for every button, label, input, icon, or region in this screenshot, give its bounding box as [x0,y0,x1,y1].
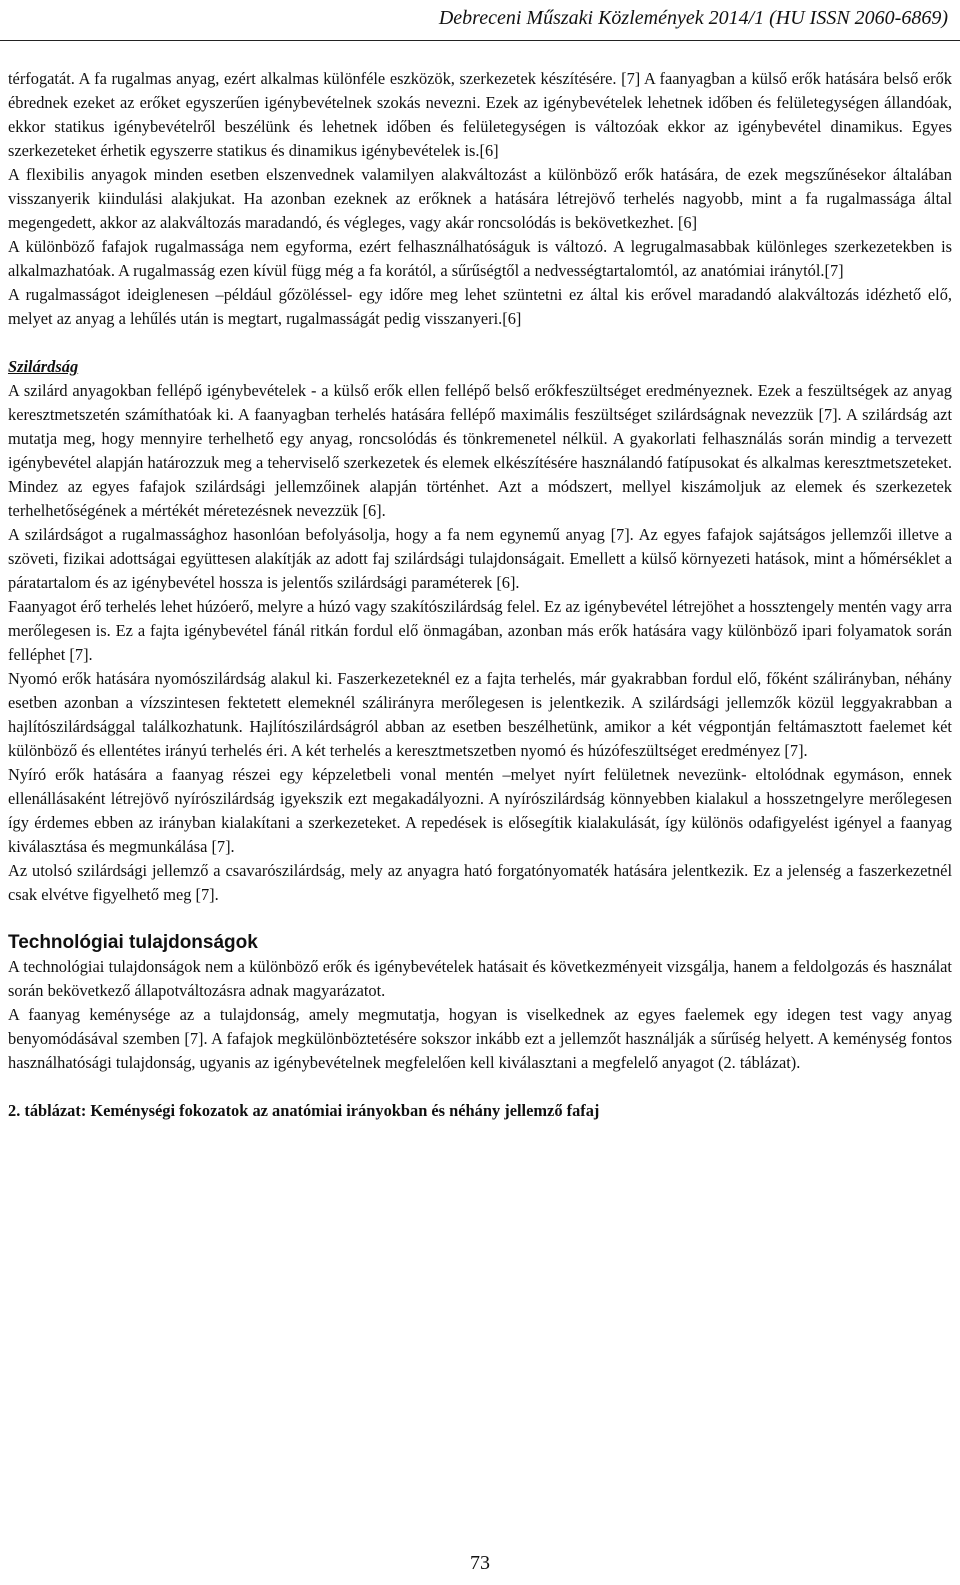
body-paragraph: Nyíró erők hatására a faanyag részei egy képzeletbeli vonal mentén –melyet nyírt felületnek nevezünk- eltolódnak egymáson, ennek ellenállásaként létrejövő nyírószilárdság igyekszik ezt megakadályozni. A nyírószilárdság könnyebben kialakul a hosszetngelyre merőlegesen így érdemes ebben az irányban kialakítani a szerkezeteket. A repedések is elősegítik kialakulását, így különös odafigyelést igényel a faanyag kiválasztása és megmunkálása [7]. [8,765,952,856]
body-paragraph: térfogatát. A fa rugalmas anyag, ezért alkalmas különféle eszközök, szerkezetek készítésére. [7] A faanyagban a külső erők hatására belső erők ébrednek ezeket az erőket egyszerűen igénybevételnek szokás nevezni. Ezek az igénybevételek lehetnek időben és felületegységen állandóak, ekkor statikus igénybevételről beszélünk és lehetnek időben és felületegységen is változóak ekkor az igénybevétel dinamikus. Egyes szerkezeteket érhetik egyszerre statikus és dinamikus igénybevételek is.[6] [8,69,952,160]
spacer [8,907,952,931]
spacer [8,331,952,355]
body-paragraph: Faanyagot érő terhelés lehet húzóerő, melyre a húzó vagy szakítószilárdság felel. Ez az igénybevétel létrejöhet a hossztengely mentén vagy arra merőlegesen is. Ez a fajta igénybevétel fánál ritkán fordul elő önmagában, azonban más erők hatására vagy különböző ipari folyamatok során felléphet [7]. [8,597,952,664]
body-paragraph: A rugalmasságot ideiglenesen –például gőzöléssel- egy időre meg lehet szüntetni ez által kis erővel maradandó alakváltozás idézhető elő, melyet az anyag a lehűlés után is megtart, rugalmasságát pedig visszanyeri.[6] [8,285,952,328]
page-body [0,41,960,1123]
body-paragraph: A szilárdságot a rugalmassághoz hasonlóan befolyásolja, hogy a fa nem egynemű anyag [7]. Az egyes fafajok sajátságos jellemzői illetve a szöveti, fizikai adottságai együttesen alakítják az adott faj szilárdsági tulajdonságait. Emellett a külső környezeti hatások, mint a hőmérséklet a páratartalom és az igénybevétel hossza is jelentős szilárdsági paraméterek [6]. [8,525,952,592]
spacer [8,1075,952,1099]
body-paragraph: A különböző fafajok rugalmassága nem egyforma, ezért felhasználhatóságuk is változó. A legrugalmasabbak különleges szerkezetekben is alkalmazhatóak. A rugalmasság ezen kívül függ még a fa korától, a sűrűségtől a nedvességtartalomtól, az anatómiai iránytól.[7] [8,237,952,280]
table-caption: 2. táblázat: Keménységi fokozatok az anatómiai irányokban és néhány jellemző fafaj [8,1101,600,1120]
body-paragraph: A szilárd anyagokban fellépő igénybevételek - a külső erők ellen fellépő belső erőkfeszültséget eredményeznek. Ezek a feszültségek az anyag keresztmetszetén számíthatóak ki. A faanyagban terhelés hatására fellépő maximális feszültséget szilárdságnak nevezzük [7]. A szilárdság azt mutatja meg, hogy mennyire terhelhető egy anyag, roncsolódás és tönkremenetel nélkül. A gyakorlati felhasználás során mindig a tervezett igénybevétel alapján határozzuk meg a teherviselő szerkezetek és elemek elkészítésére használandó fatípusokat és alkalmas keresztmetszeteket. Mindez az egyes fafajok szilárdsági jellemzőinek alapján történhet. Azt a módszert, mellyel kiszámoljuk az elemek és szerkezetek terhelhetőségének a mértékét méretezésnek nevezzük [6]. [8,381,952,520]
journal-header: Debreceni Műszaki Közlemények 2014/1 (HU ISSN 2060-6869) [438,7,948,29]
section-heading-technology: Technológiai tulajdonságok [8,932,258,953]
body-paragraph: Nyomó erők hatására nyomószilárdság alakul ki. Faszerkezeteknél ez a fajta terhelés, már gyakrabban fordul elő, főként szálirányban, néhány esetben azonban a vízszintesen fektetett elemeknél szálirányra merőlegesen is jelentkezik. A szilárdsági jellemzők közül leggyakrabban a hajlítószilárdsággal találkozhatunk. Hajlítószilárdságról abban az esetben beszélhetünk, amikor a két végpontján feltámasztott faelemet két különböző és ellentétes irányú terhelés éri. A két terhelés a keresztmetszetben nyomó és húzófeszültséget eredményez [7]. [8,669,952,760]
body-paragraph: Az utolsó szilárdsági jellemző a csavarószilárdság, mely az anyagra ható forgatónyomaték hatására jelentkezik. Ez a jelenség a faszerkezetnél csak elvétve figyelhető meg [7]. [8,861,952,904]
body-paragraph: A faanyag keménysége az a tulajdonság, amely megmutatja, hogyan is viselkednek az egyes faelemek egy idegen test vagy anyag benyomódásával szemben [7]. A fafajok megkülönböztetésére sokszor inkább ezt a jellemzőt használják a sűrűség helyett. A keménység fontos használhatósági tulajdonság, ugyanis az igénybevételnek megfelelően kell kiválasztani a megfelelő anyagot (2. táblázat). [8,1005,952,1072]
body-paragraph: A technológiai tulajdonságok nem a különböző erők és igénybevételek hatásait és következményeit vizsgálja, hanem a feldolgozás és használat során bekövetkező állapotváltozásra adnak magyarázatot. [8,957,952,1000]
page-number: 73 [470,1552,490,1574]
body-paragraph: A flexibilis anyagok minden esetben elszenvednek valamilyen alakváltozást a különböző erők hatására, de ezek megszűnésekor általában visszanyerik kiindulási alakjukat. Ha azonban ezeknek az erőknek a hatására létrejövő terhelés nagyobb, mint a fa rugalmassága által megengedett, akkor az alakváltozás maradandó, és végleges, vagy akár roncsolódás is bekövetkezhet. [6] [8,165,952,232]
section-heading-strength: Szilárdság [8,357,79,376]
